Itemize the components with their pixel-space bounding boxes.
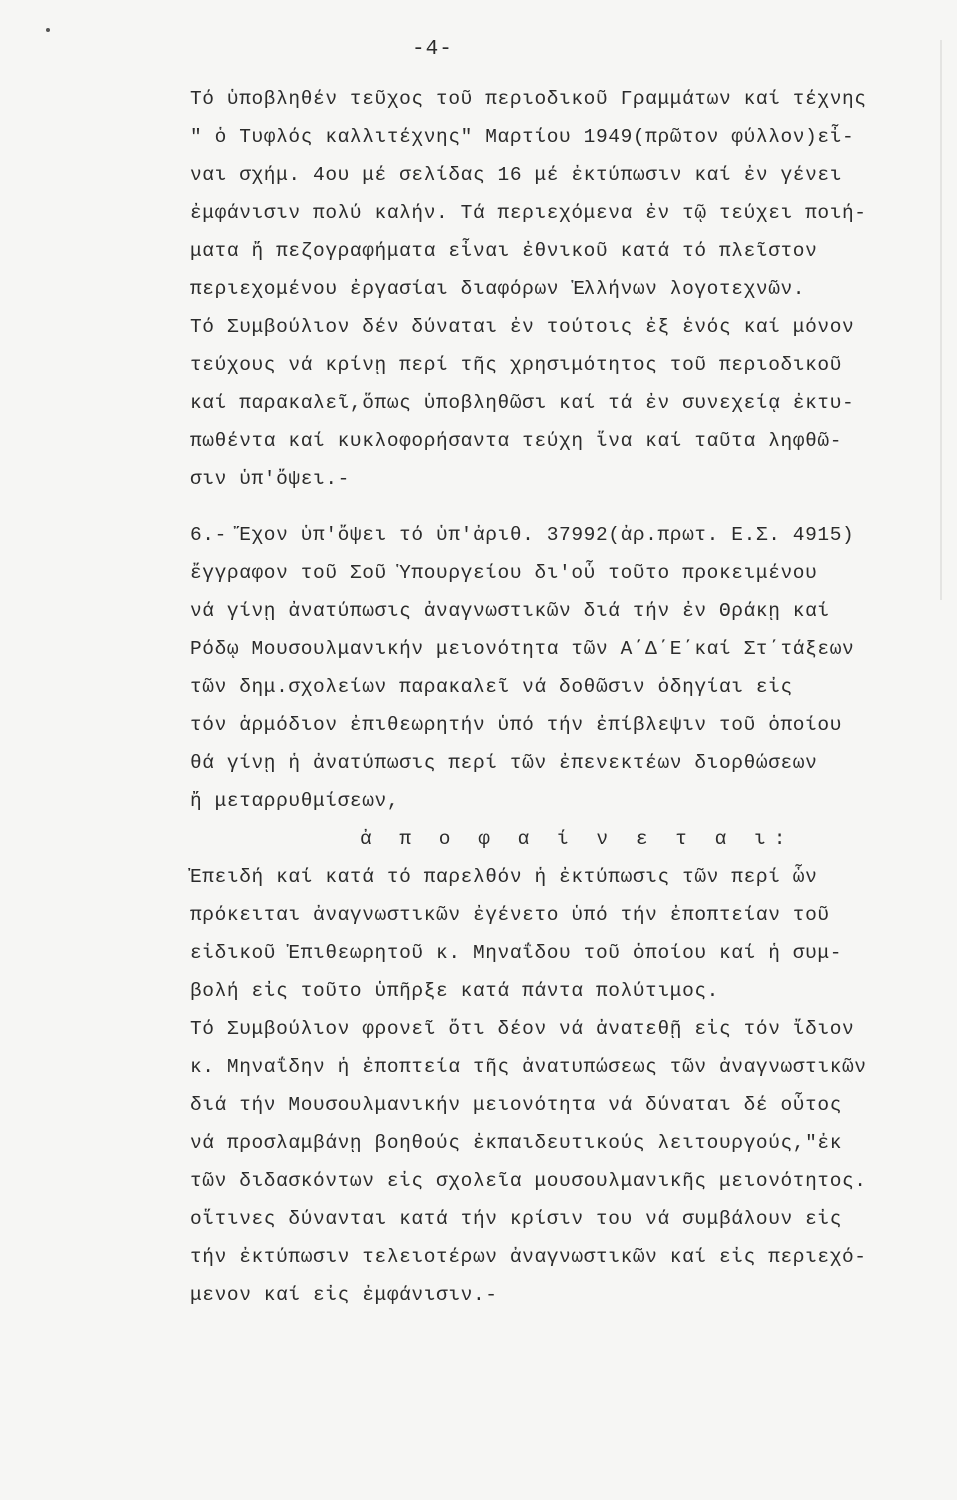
text-line: ματα ἤ πεζογραφήματα εἶναι ἐθνικοῦ κατά τό πλεῖστον xyxy=(190,240,818,262)
text-line: καί παρακαλεῖ,ὅπως ὑποβληθῶσι καί τά ἐν συνεχείᾳ ἐκτυ- xyxy=(190,392,855,414)
decision-heading: ἀ π ο φ α ί ν ε τ α ι: xyxy=(360,828,794,850)
text-line: ναι σχήμ. 4ου μέ σελίδας 16 μέ ἐκτύπωσιν καί ἐν γένει xyxy=(190,164,843,186)
text-line: πωθέντα καί κυκλοφορήσαντα τεύχη ἵνα καί ταῦτα ληφθῶ- xyxy=(190,430,843,452)
text-line: ἔγγραφον τοῦ Σοῦ Ὑπουργείου δι'οὗ τοῦτο προκειμένου xyxy=(190,562,818,584)
text-line: τῶν διδασκόντων εἰς σχολεῖα μουσουλμανικῆς μειονότητος. xyxy=(190,1170,867,1192)
text-line: εἰδικοῦ Ἐπιθεωρητοῦ κ. Μηναΐδου τοῦ ὁποίου καί ἡ συμ- xyxy=(190,942,843,964)
text-line: βολή εἰς τοῦτο ὑπῆρξε κατά πάντα πολύτιμος. xyxy=(190,980,719,1002)
text-line: θά γίνῃ ἡ ἀνατύπωσις περί τῶν ἐπενεκτέων διορθώσεων xyxy=(190,752,818,774)
text-line: τεύχους νά κρίνῃ περί τῆς χρησιμότητος τοῦ περιοδικοῦ xyxy=(190,354,843,376)
text-line: μενον καί εἰς ἐμφάνισιν.- xyxy=(190,1284,498,1306)
text-line: " ὁ Τυφλός καλλιτέχνης" Μαρτίου 1949(πρῶτον φύλλον)εἶ- xyxy=(190,126,855,148)
page-number: -4- xyxy=(412,38,453,61)
margin-fold-line xyxy=(940,40,942,600)
text-line: Ἐπειδή καί κατά τό παρελθόν ἡ ἐκτύπωσις τῶν περί ὧν xyxy=(190,866,818,888)
text-line: τῶν δημ.σχολείων παρακαλεῖ νά δοθῶσιν ὁδηγίαι εἰς xyxy=(190,676,793,698)
text-line: νά γίνῃ ἀνατύπωσις ἀναγνωστικῶν διά τήν ἐν Θράκῃ καί xyxy=(190,600,830,622)
text-line: 6.- Ἔχον ὑπ'ὄψει τό ὑπ'ἀριθ. 37992(ἀρ.πρωτ. Ε.Σ. 4915) xyxy=(190,524,855,546)
text-line: ἤ μεταρρυθμίσεων, xyxy=(190,790,400,812)
text-line: τόν ἁρμόδιον ἐπιθεωρητήν ὑπό τήν ἐπίβλεψιν τοῦ ὁποίου xyxy=(190,714,843,736)
text-line: πρόκειται ἀναγνωστικῶν ἐγένετο ὑπό τήν ἐποπτείαν τοῦ xyxy=(190,904,830,926)
text-line: νά προσλαμβάνῃ βοηθούς ἐκπαιδευτικούς λειτουργούς,"ἐκ xyxy=(190,1132,843,1154)
text-line: Τό Συμβούλιον δέν δύναται ἐν τούτοις ἐξ ἑνός καί μόνον xyxy=(190,316,855,338)
text-line: διά τήν Μουσουλμανικήν μειονότητα νά δύναται δέ οὗτος xyxy=(190,1094,843,1116)
ink-speck xyxy=(46,28,50,32)
text-line: περιεχομένου ἐργασίαι διαφόρων Ἑλλήνων λογοτεχνῶν. xyxy=(190,278,806,300)
text-line: Τό Συμβούλιον φρονεῖ ὅτι δέον νά ἀνατεθῇ εἰς τόν ἴδιον xyxy=(190,1018,855,1040)
text-line: ἐμφάνισιν πολύ καλήν. Τά περιεχόμενα ἐν τῷ τεύχει ποιή- xyxy=(190,202,867,224)
body-text xyxy=(190,80,930,1314)
text-line: Ρόδῳ Μουσουλμανικήν μειονότητα τῶν Α΄Δ΄Ε΄καί Στ΄τάξεων xyxy=(190,638,855,660)
text-line: οἵτινες δύνανται κατά τήν κρίσιν του νά συμβάλουν εἰς xyxy=(190,1208,843,1230)
text-line: τήν ἐκτύπωσιν τελειοτέρων ἀναγνωστικῶν καί εἰς περιεχό- xyxy=(190,1246,867,1268)
text-line: κ. Μηναΐδην ἡ ἐποπτεία τῆς ἀνατυπώσεως τῶν ἀναγνωστικῶν xyxy=(190,1056,867,1078)
text-line: Τό ὑποβληθέν τεῦχος τοῦ περιοδικοῦ Γραμμάτων καί τέχνης xyxy=(190,88,867,110)
text-line: σιν ὑπ'ὄψει.- xyxy=(190,468,350,490)
